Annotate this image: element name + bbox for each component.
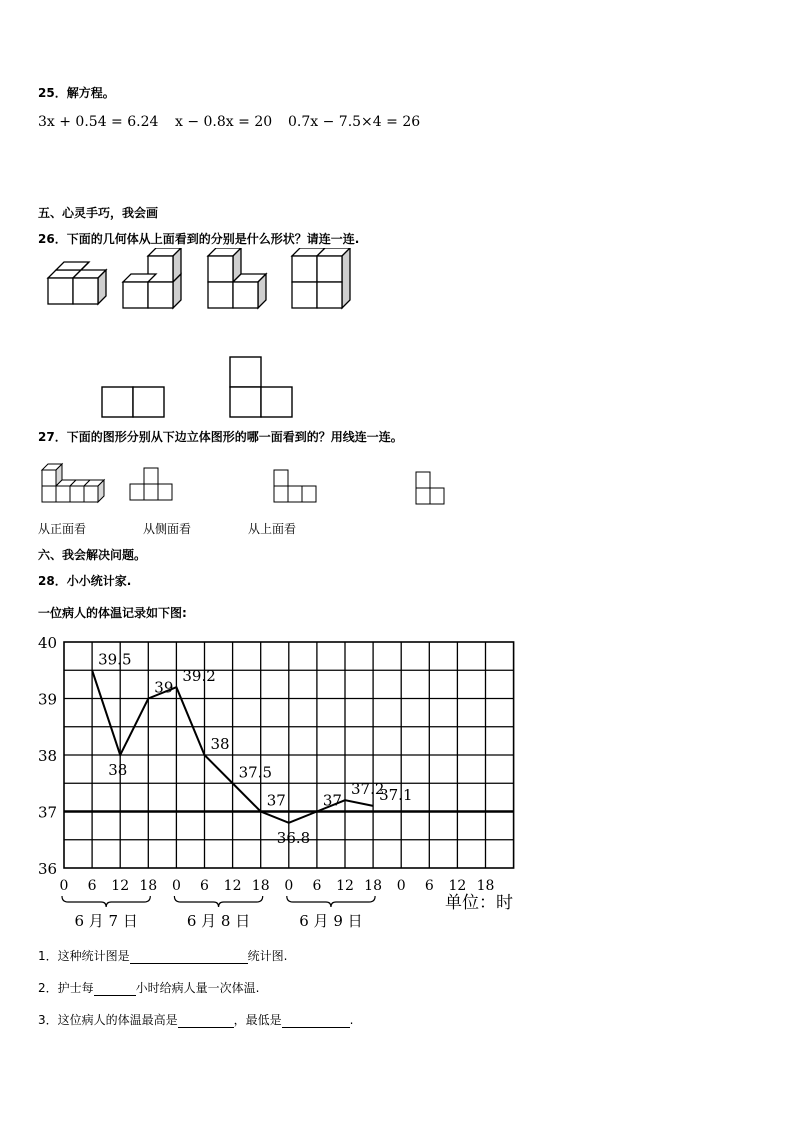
q28-sub3-blank-max[interactable] — [178, 1027, 234, 1028]
equation-1: 3x + 0.54 = 6.24 — [38, 114, 159, 130]
x-tick-label: 18 — [251, 878, 270, 894]
equation-3: 0.7x − 7.5×4 = 26 — [288, 114, 421, 130]
y-tick-label: 38 — [38, 747, 58, 765]
x-tick-label: 6 — [424, 878, 434, 894]
q28-sub3-mid: ，最低是 — [233, 1013, 282, 1027]
view-a-left — [102, 387, 133, 417]
x-tick-label: 12 — [448, 878, 467, 894]
q28-sub3 — [38, 1011, 353, 1028]
day-label: 6 月 7 日 — [74, 912, 138, 930]
point-label: 37.5 — [238, 763, 273, 782]
q28-sub2 — [38, 979, 259, 996]
view-b-top — [230, 357, 261, 387]
q27-view-1 — [130, 468, 172, 500]
x-tick-label: 6 — [200, 878, 209, 894]
day-braces — [62, 896, 375, 930]
solid-b — [123, 248, 181, 308]
x-tick-label: 0 — [59, 878, 69, 894]
point-label: 36.8 — [276, 828, 311, 847]
y-tick-label: 36 — [38, 860, 58, 878]
q27-view-2 — [274, 470, 316, 502]
point-label: 37.1 — [379, 785, 413, 804]
q28-sub1-post: 统计图. — [247, 949, 288, 963]
point-label: 37 — [322, 791, 342, 810]
q27-solid — [42, 464, 104, 502]
q27-figures — [36, 452, 456, 508]
q28-sub1-blank[interactable] — [130, 963, 248, 964]
x-tick-label: 0 — [396, 878, 406, 894]
label-front-view: 从正面看 — [38, 522, 87, 536]
solid-d — [292, 248, 350, 308]
label-top-view: 从上面看 — [248, 522, 297, 536]
equation-2: x − 0.8x = 20 — [175, 114, 273, 130]
x-tick-label: 6 — [87, 878, 97, 894]
q25-title: 25．解方程。 — [38, 86, 115, 100]
view-b-left — [230, 387, 261, 417]
y-tick-label: 39 — [38, 690, 58, 709]
day-brace — [62, 896, 150, 907]
x-tick-label: 18 — [139, 878, 158, 894]
day-label: 6 月 9 日 — [299, 912, 363, 930]
view-b-right — [261, 387, 292, 417]
q26-title: 26．下面的几何体从上面看到的分别是什么形状？请连一连. — [38, 232, 360, 246]
y-tick-label: 37 — [38, 803, 58, 822]
temperature-line-chart — [0, 630, 560, 930]
y-tick-label: 40 — [38, 634, 58, 652]
q28-sub2-pre: 2．护士每 — [38, 981, 94, 995]
y-axis-ticks — [38, 634, 57, 878]
q28-sub3-blank-min[interactable] — [282, 1027, 350, 1028]
q28-sub1 — [38, 947, 287, 964]
solid-c — [208, 248, 266, 308]
q28-sub2-blank[interactable] — [94, 995, 136, 996]
q28-sub3-post: . — [349, 1013, 354, 1027]
point-label: 39.2 — [182, 667, 216, 686]
point-label: 37 — [266, 791, 286, 810]
point-label: 37.2 — [351, 780, 385, 799]
q28-sub2-post: 小时给病人量一次体温. — [135, 981, 260, 995]
point-label: 39.5 — [98, 650, 132, 669]
x-tick-label: 18 — [364, 878, 383, 894]
x-tick-label: 6 — [312, 878, 322, 894]
q27-view-3 — [416, 472, 444, 504]
x-axis-unit-label: 单位：时 — [445, 893, 513, 913]
x-tick-label: 12 — [223, 878, 242, 894]
x-tick-label: 12 — [336, 878, 354, 894]
section6-title: 六、我会解决问题。 — [38, 548, 147, 562]
q28-sub3-pre: 3．这位病人的体温最高是 — [38, 1013, 178, 1027]
day-brace — [174, 896, 262, 907]
point-labels — [98, 650, 412, 847]
q28-sub1-pre: 1．这种统计图是 — [38, 949, 130, 963]
q27-title: 27．下面的图形分别从下边立体图形的哪一面看到的？用线连一连。 — [38, 430, 403, 444]
day-brace — [287, 896, 375, 907]
day-label: 6 月 8 日 — [186, 912, 251, 930]
q26-top-views — [98, 356, 298, 420]
label-side-view: 从侧面看 — [143, 522, 192, 536]
section5-title: 五、心灵手巧，我会画 — [38, 206, 159, 220]
x-axis-ticks — [60, 878, 495, 894]
q28-intro: 一位病人的体温记录如下图: — [38, 606, 187, 620]
q26-solids — [30, 248, 360, 320]
point-label: 38 — [210, 735, 230, 753]
point-label: 39 — [154, 678, 174, 697]
q28-title: 28．小小统计家. — [38, 574, 132, 588]
view-a-right — [133, 387, 164, 417]
x-tick-label: 0 — [171, 878, 181, 894]
x-tick-label: 18 — [476, 878, 495, 894]
point-label: 38 — [108, 761, 128, 779]
x-tick-label: 0 — [284, 878, 294, 894]
solid-a — [48, 262, 106, 304]
x-tick-label: 12 — [111, 878, 130, 894]
